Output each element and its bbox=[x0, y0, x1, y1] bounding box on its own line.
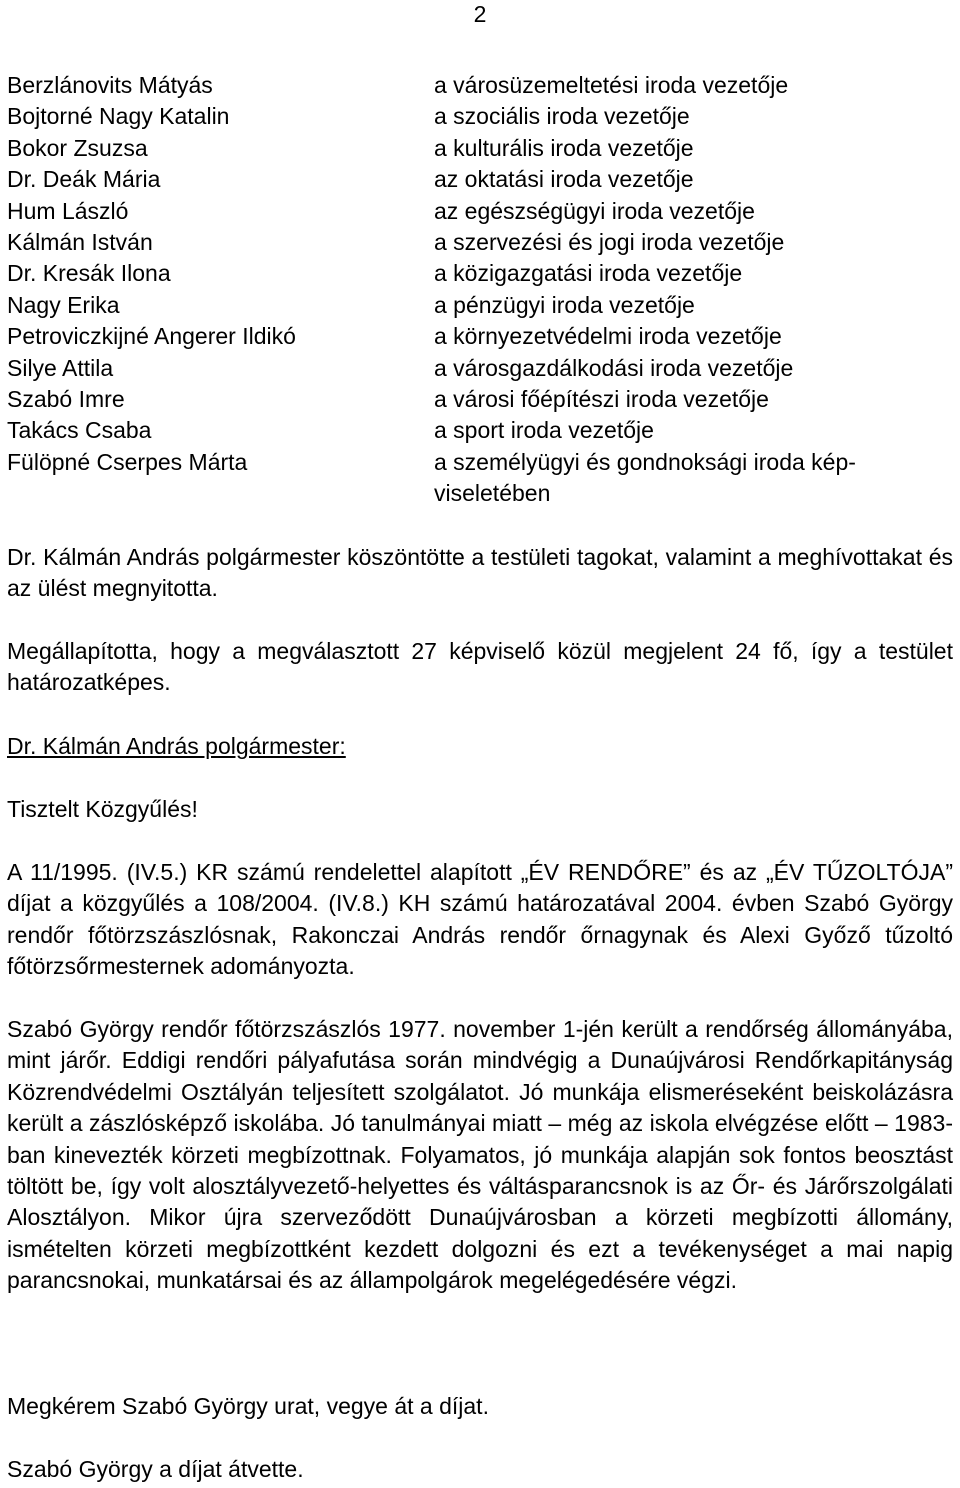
attendee-role: a környezetvédelmi iroda vezetője bbox=[434, 323, 782, 350]
attendee-role: az oktatási iroda vezetője bbox=[434, 166, 694, 193]
attendee-row bbox=[0, 353, 960, 384]
attendee-row bbox=[0, 447, 960, 510]
attendee-role: a városgazdálkodási iroda vezetője bbox=[434, 354, 794, 381]
opening-paragraph bbox=[7, 542, 953, 605]
attendee-role: a városüzemeltetési iroda vezetője bbox=[434, 72, 789, 98]
attendee-row bbox=[0, 196, 960, 227]
received-text: Szabó György a díjat átvette. bbox=[7, 1456, 304, 1482]
attendee-name: Kálmán István bbox=[7, 228, 153, 255]
request-text: Megkérem Szabó György urat, vegye át a díjat. bbox=[7, 1393, 489, 1419]
attendee-name: Nagy Erika bbox=[7, 291, 120, 318]
attendee-name: Silye Attila bbox=[7, 354, 114, 381]
received-paragraph bbox=[7, 1454, 953, 1485]
attendee-list bbox=[0, 70, 960, 509]
attendee-row bbox=[0, 384, 960, 415]
opening-text: Dr. Kálmán András polgármester köszöntötte a testületi tagokat, valamint a meghívottakat és az ülést megnyitotta. bbox=[7, 544, 953, 602]
attendee-name: Berzlánovits Mátyás bbox=[7, 72, 213, 98]
attendee-row bbox=[0, 321, 960, 352]
attendee-name: Hum László bbox=[7, 197, 129, 224]
page-number: 2 bbox=[473, 1, 487, 27]
quorum-paragraph bbox=[7, 636, 953, 699]
attendee-role: a szociális iroda vezetője bbox=[434, 103, 690, 130]
quorum-text: Megállapította, hogy a megválasztott 27 képviselő közül megjelent 24 fő, így a testület határozatképes. bbox=[7, 638, 953, 696]
speaker-name: Dr. Kálmán András polgármester: bbox=[7, 733, 346, 759]
biography-paragraph bbox=[7, 1014, 953, 1297]
attendee-role: a szervezési és jogi iroda vezetője bbox=[434, 228, 785, 255]
attendee-role: az egészségügyi iroda vezetője bbox=[434, 197, 755, 224]
attendee-name: Bojtorné Nagy Katalin bbox=[7, 103, 230, 130]
attendee-role: a kulturális iroda vezetője bbox=[434, 134, 694, 161]
attendee-role: a személyügyi és gondnoksági iroda kép-viseletében bbox=[434, 448, 856, 507]
award-text: A 11/1995. (IV.5.) KR számú rendelettel alapított „ÉV RENDŐRE” és az „ÉV TŰZOLTÓJA” díjat a közgyűlés a 108/2004. (IV.8.) KH számú határozatával 2004. évben Szabó György rendőr főtörzszászlósnak, Rakonczai András rendőr őrnagynak és Alexi Győző tűzoltó főtörzsőrmesternek adományozta. bbox=[7, 859, 953, 980]
attendee-row bbox=[0, 227, 960, 258]
attendee-name: Takács Csaba bbox=[7, 417, 152, 444]
attendee-row bbox=[0, 101, 960, 132]
attendee-row bbox=[0, 290, 960, 321]
attendee-name: Szabó Imre bbox=[7, 385, 125, 412]
attendee-name: Petroviczkijné Angerer Ildikó bbox=[7, 323, 296, 350]
award-paragraph bbox=[7, 857, 953, 983]
attendee-row bbox=[0, 415, 960, 446]
attendee-role: a közigazgatási iroda vezetője bbox=[434, 260, 743, 287]
attendee-role: a városi főépítészi iroda vezetője bbox=[434, 385, 769, 412]
speaker-heading bbox=[7, 731, 953, 762]
attendee-name: Dr. Deák Mária bbox=[7, 166, 161, 193]
attendee-role: a sport iroda vezetője bbox=[434, 417, 654, 444]
biography-text: Szabó György rendőr főtörzszászlós 1977. november 1-jén került a rendőrség állományába, mint járőr. Eddigi rendőri pályafutása során mindvégig a Dunaújvárosi Rendőrkapitányság Közrendvédelmi Osztályán teljesített szolgálatot. Jó munkája elismeréseként beiskolázásra került a zászlósképző iskolába. Jó tanulmányai miatt – még az iskola elvégzése előtt – 1983-ban kinevezték körzeti megbízottnak. Folyamatos, jó munkája alapján sok fontos beosztást töltött be, így volt alosztályvezető-helyettes és váltásparancsnok is az Őr- és Járőrszolgálati Alosztályon. Mikor újra szerveződött Dunaújvárosban a körzeti megbízotti állomány, ismételten körzeti megbízottként kezdett dolgozni és ezt a tevékenységet a mai napig parancsnokai, munkatársai és az állampolgárok megelégedésére végzi. bbox=[7, 1016, 953, 1294]
request-paragraph bbox=[7, 1391, 953, 1422]
attendee-name: Dr. Kresák Ilona bbox=[7, 260, 171, 287]
salutation bbox=[7, 794, 953, 825]
attendee-row bbox=[0, 133, 960, 164]
attendee-row bbox=[0, 70, 960, 101]
attendee-row bbox=[0, 258, 960, 289]
attendee-name: Bokor Zsuzsa bbox=[7, 134, 148, 161]
attendee-name: Fülöpné Cserpes Márta bbox=[7, 448, 248, 475]
attendee-role: a pénzügyi iroda vezetője bbox=[434, 291, 695, 318]
attendee-row bbox=[0, 164, 960, 195]
salutation-text: Tisztelt Közgyűlés! bbox=[7, 796, 198, 822]
